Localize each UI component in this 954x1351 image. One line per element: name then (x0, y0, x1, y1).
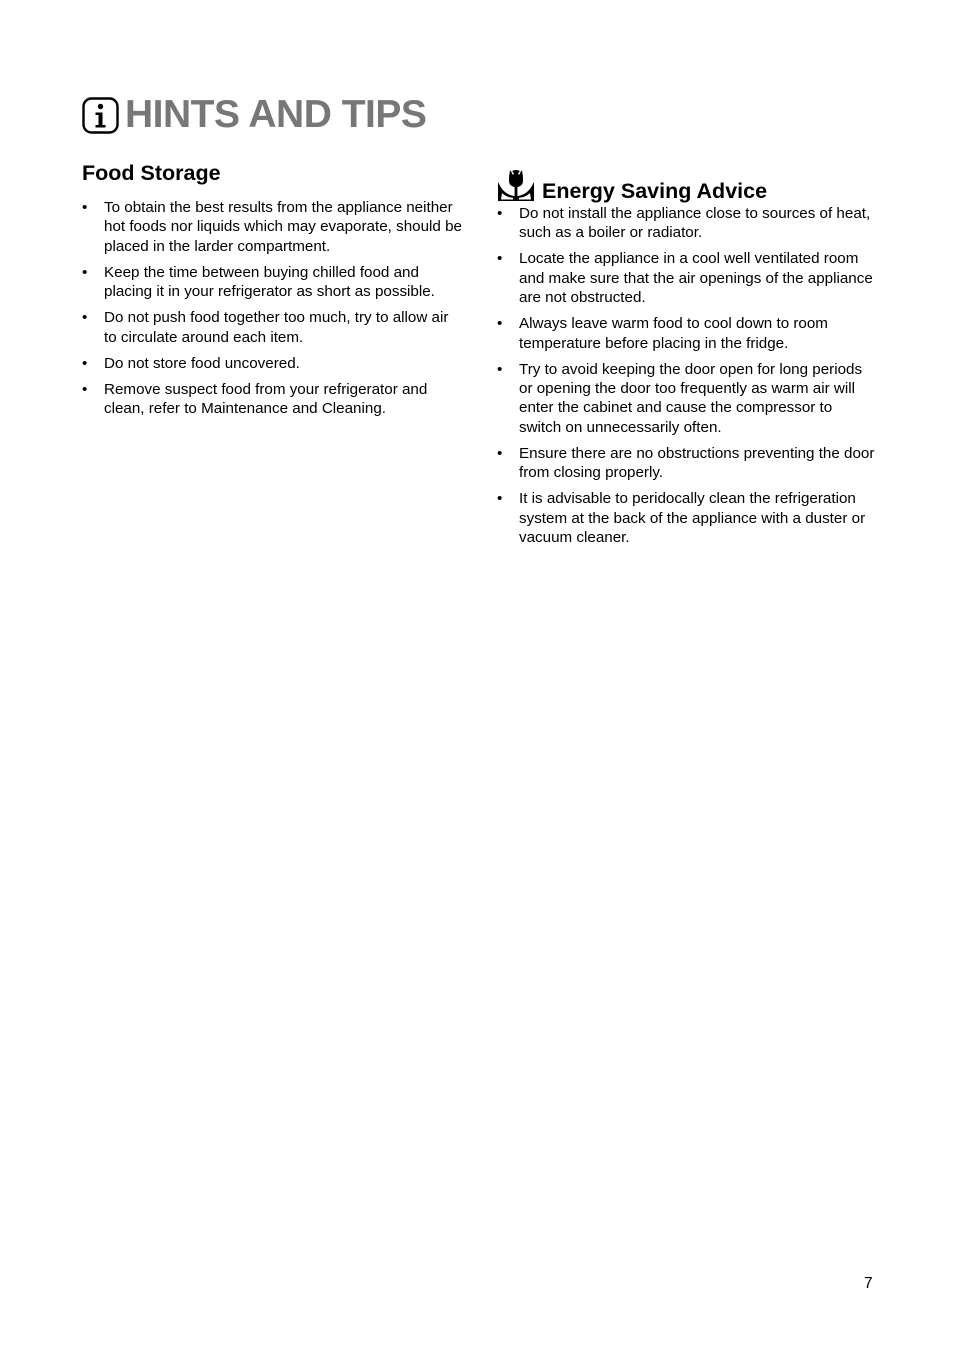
list-item (497, 360, 877, 438)
bullet: • (497, 250, 503, 268)
list-item (497, 314, 877, 353)
list-item-text: Locate the appliance in a cool well ventilated room and make sure that the air openings of the appliance are not obstructed. (519, 250, 873, 307)
list-item-text: Always leave warm food to cool down to room temperature before placing in the fridge. (519, 315, 828, 352)
list-item-text: It is advisable to peridocally clean the refrigeration system at the back of the appliance with a duster or vacuum cleaner. (519, 490, 866, 547)
info-icon (82, 97, 119, 134)
list-item (82, 380, 462, 419)
list-item-text: Keep the time between buying chilled food and placing it in your refrigerator as short as possible. (104, 263, 435, 301)
bullet: • (82, 380, 88, 398)
list-item-text: To obtain the best results from the appliance neither hot foods nor liquids which may evaporate, should be placed in the larder compartment. (104, 199, 462, 255)
list-item (82, 263, 462, 302)
list-item-text: Try to avoid keeping the door open for long periods or opening the door too frequently as warm air will enter the cabinet and cause the compressor to switch on unnecessarily often. (519, 360, 863, 436)
bullet: • (497, 444, 503, 462)
list-item-text: Do not push food together too much, try to allow air to circulate around each item. (104, 309, 449, 346)
eco-flower-icon (497, 166, 535, 204)
list-item (497, 204, 877, 243)
list-item-text: Ensure there are no obstructions preventing the door from closing properly. (519, 444, 875, 482)
list-item (497, 489, 877, 547)
bullet: • (82, 309, 88, 327)
bullet: • (497, 360, 503, 378)
list-item-text: Do not store food uncovered. (104, 354, 300, 372)
page-number: 7 (864, 1275, 873, 1292)
energy-saving-title: Energy Saving Advice (542, 179, 768, 203)
bullet: • (82, 263, 88, 281)
bullet: • (82, 199, 88, 216)
food-storage-title: Food Storage (82, 161, 221, 185)
food-storage-section (82, 158, 462, 425)
bullet: • (497, 205, 503, 222)
list-item (82, 308, 462, 347)
list-item (497, 444, 877, 483)
list-item (82, 198, 462, 256)
list-item-text: Remove suspect food from your refrigerator and clean, refer to Maintenance and Cleaning. (104, 380, 428, 418)
energy-saving-section (497, 160, 877, 554)
bullet: • (82, 354, 88, 372)
bullet: • (497, 315, 503, 333)
food-storage-list (82, 198, 462, 418)
page-header (82, 92, 426, 138)
bullet: • (497, 490, 503, 508)
energy-saving-list (497, 204, 877, 547)
list-item-text: Do not install the appliance close to sources of heat, such as a boiler or radiator. (519, 205, 871, 242)
energy-saving-header (497, 160, 877, 206)
list-item (82, 354, 462, 373)
page-title: HINTS AND TIPS (125, 93, 427, 136)
list-item (497, 249, 877, 307)
